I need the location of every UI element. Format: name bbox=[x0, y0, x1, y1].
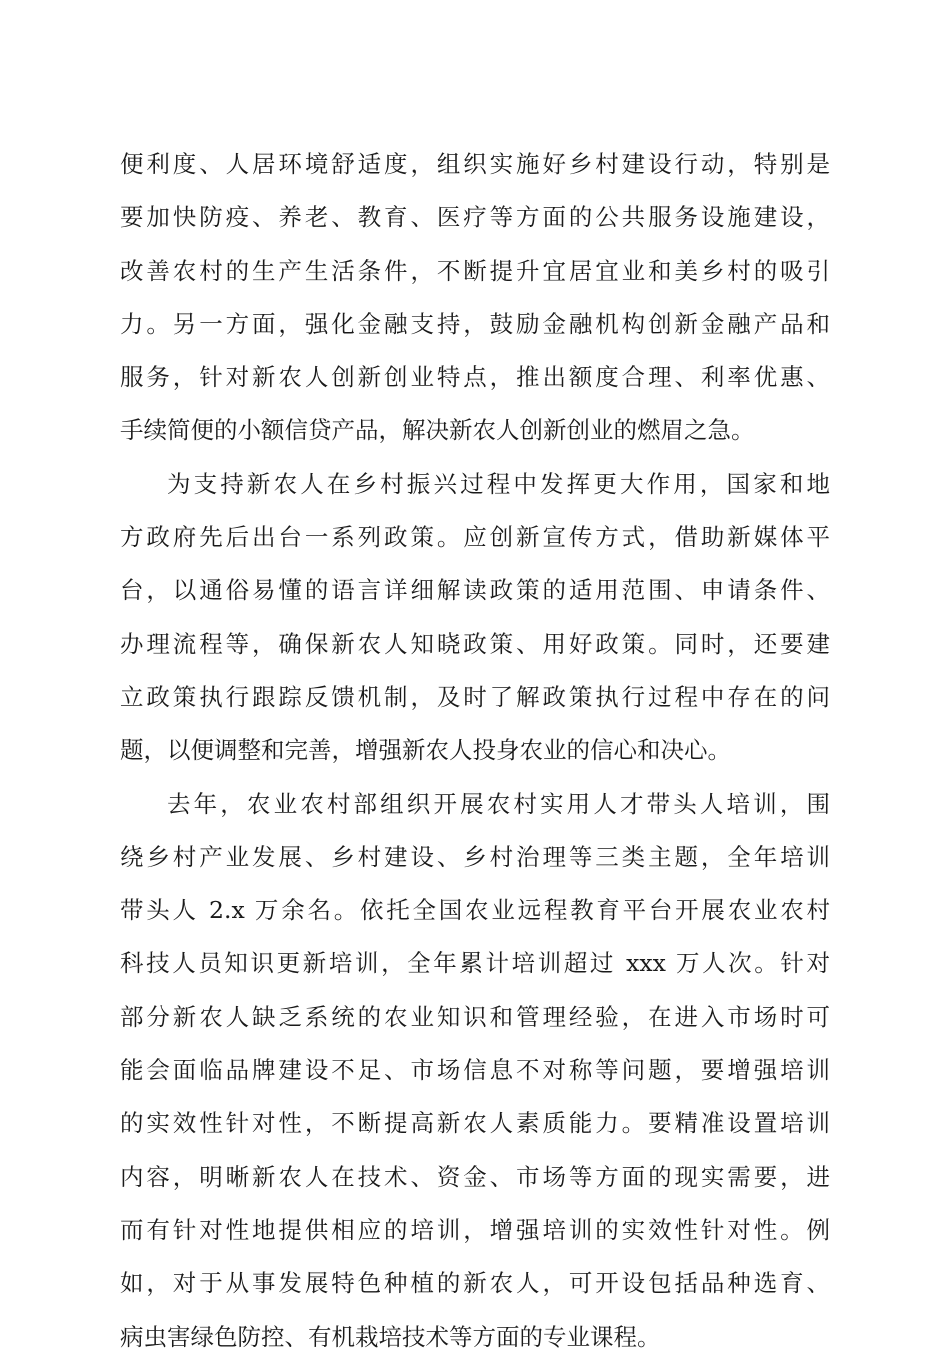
text-line: 改善农村的生产生活条件，不断提升宜居宜业和美乡村的吸引 bbox=[120, 256, 830, 285]
text-line: 要加快防疫、养老、教育、医疗等方面的公共服务设施建设， bbox=[120, 203, 830, 232]
text-line: 带头人 2.x 万余名。依托全国农业远程教育平台开展农业农村 bbox=[120, 896, 830, 925]
text-line: 题，以便调整和完善，增强新农人投身农业的信心和决心。 bbox=[120, 736, 731, 765]
text-line: 科技人员知识更新培训，全年累计培训超过 xxx 万人次。针对 bbox=[120, 949, 830, 978]
text-line: 绕乡村产业发展、乡村建设、乡村治理等三类主题，全年培训 bbox=[120, 842, 830, 871]
text-line: 便利度、人居环境舒适度，组织实施好乡村建设行动，特别是 bbox=[120, 150, 830, 178]
text-line: 内容，明晰新农人在技术、资金、市场等方面的现实需要，进 bbox=[120, 1162, 830, 1191]
text-line: 部分新农人缺乏系统的农业知识和管理经验，在进入市场时可 bbox=[120, 1002, 830, 1031]
text-line: 立政策执行跟踪反馈机制，及时了解政策执行过程中存在的问 bbox=[120, 682, 830, 711]
text-line: 能会面临品牌建设不足、市场信息不对称等问题，要增强培训 bbox=[120, 1056, 830, 1085]
text-line: 去年，农业农村部组织开展农村实用人才带头人培训，围 bbox=[167, 789, 830, 818]
text-line: 服务，针对新农人创新创业特点，推出额度合理、利率优惠、 bbox=[120, 363, 830, 392]
text-line: 台，以通俗易懂的语言详细解读政策的适用范围、申请条件、 bbox=[120, 576, 830, 605]
text-line: 的实效性针对性，不断提高新农人素质能力。要精准设置培训 bbox=[120, 1109, 830, 1138]
text-line: 办理流程等，确保新农人知晓政策、用好政策。同时，还要建 bbox=[120, 629, 830, 658]
text-line: 病虫害绿色防控、有机栽培技术等方面的专业课程。 bbox=[120, 1322, 661, 1351]
text-line: 如，对于从事发展特色种植的新农人，可开设包括品种选育、 bbox=[120, 1269, 830, 1298]
document-body bbox=[120, 138, 830, 1364]
text-line: 为支持新农人在乡村振兴过程中发挥更大作用，国家和地 bbox=[167, 469, 830, 498]
text-line: 手续简便的小额信贷产品，解决新农人创新创业的燃眉之急。 bbox=[120, 416, 755, 445]
text-line: 而有针对性地提供相应的培训，增强培训的实效性针对性。例 bbox=[120, 1215, 830, 1244]
text-line: 方政府先后出台一系列政策。应创新宣传方式，借助新媒体平 bbox=[120, 523, 830, 552]
text-line: 力。另一方面，强化金融支持，鼓励金融机构创新金融产品和 bbox=[120, 309, 830, 338]
